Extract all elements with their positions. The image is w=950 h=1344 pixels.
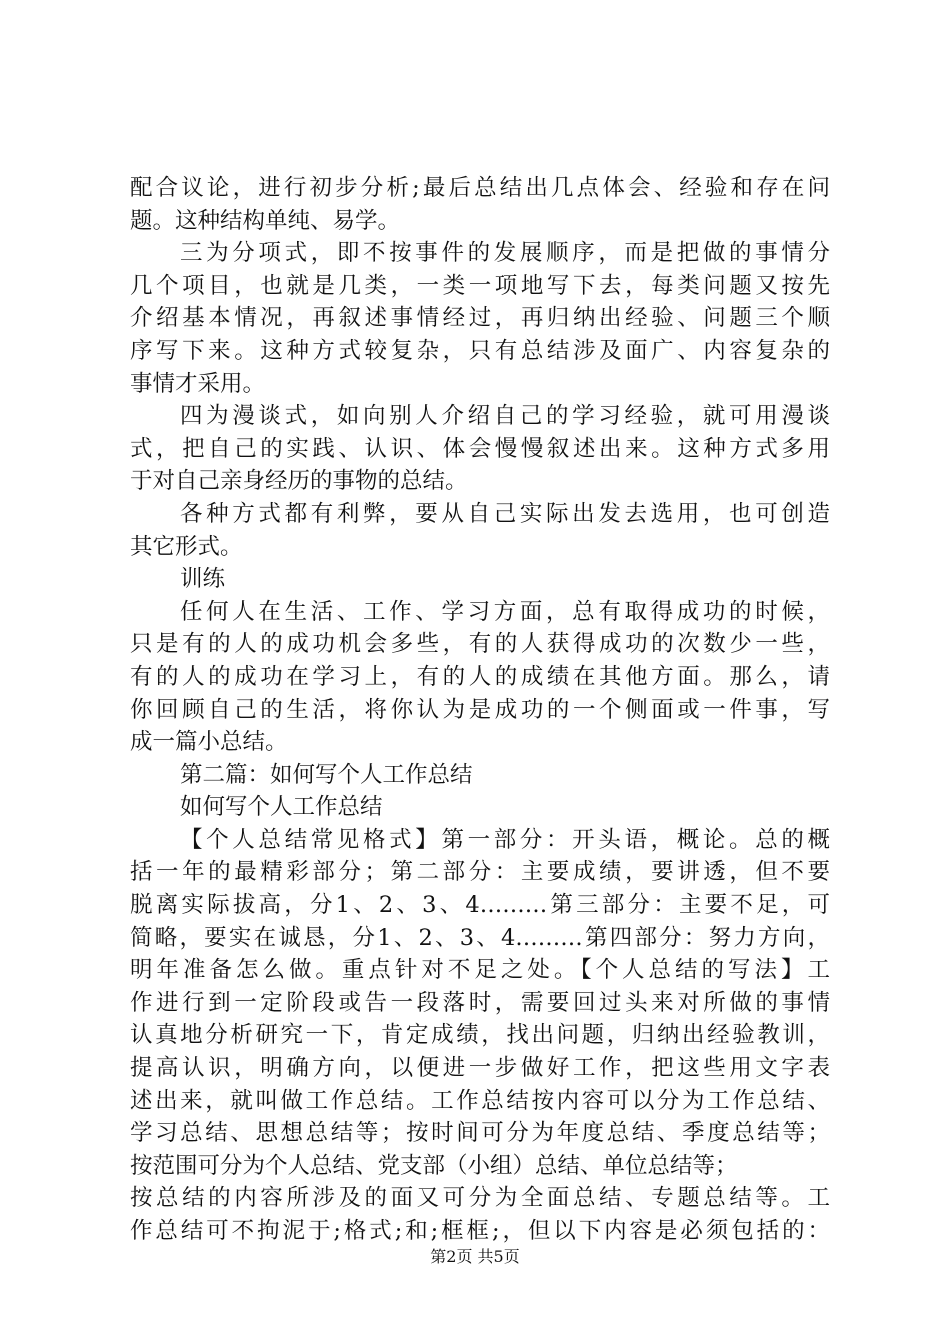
- text-line: 认真地分析研究一下，肯定成绩，找出问题，归纳出经验教训，: [130, 1022, 830, 1049]
- text-line: 简略，要实在诚恳，分1、2、3、4………第四部分：努力方向，: [130, 924, 830, 951]
- text-line: 成一篇小总结。: [130, 729, 288, 756]
- page-footer: [0, 1247, 950, 1267]
- text-line: 明年准备怎么做。重点针对不足之处。【个人总结的写法】工: [130, 957, 830, 984]
- text-line: 有的人的成功在学习上，有的人的成绩在其他方面。那么，请: [130, 663, 830, 690]
- text-line: 作总结可不拘泥于;格式;和;框框;，但以下内容是必须包括的：: [130, 1218, 830, 1244]
- text-line: 训练: [180, 566, 226, 593]
- text-line: 题。这种结构单纯、易学。: [130, 207, 401, 234]
- text-line: 事情才采用。: [130, 370, 266, 397]
- text-line: 第二篇：如何写个人工作总结: [180, 761, 473, 788]
- text-line: 只是有的人的成功机会多些，有的人获得成功的次数少一些，: [130, 631, 830, 658]
- text-line: 各种方式都有利弊，要从自己实际出发去选用，也可创造: [180, 500, 830, 527]
- text-line: 于对自己亲身经历的事物的总结。: [130, 468, 468, 495]
- text-line: 几个项目，也就是几类，一类一项地写下去，每类问题又按先: [130, 272, 830, 299]
- page-number-label: 第2页 共5页: [430, 1247, 520, 1266]
- text-line: 括一年的最精彩部分；第二部分：主要成绩，要讲透，但不要: [130, 859, 830, 886]
- text-line: 其它形式。: [130, 533, 243, 560]
- text-line: 式，把自己的实践、认识、体会慢慢叙述出来。这种方式多用: [130, 435, 830, 462]
- text-line: 提高认识，明确方向，以便进一步做好工作，把这些用文字表: [130, 1055, 830, 1082]
- text-line: 按范围可分为个人总结、党支部（小组）总结、单位总结等；: [130, 1152, 738, 1179]
- text-line: 介绍基本情况，再叙述事情经过，再归纳出经验、问题三个顺: [130, 305, 830, 332]
- text-line: 你回顾自己的生活，将你认为是成功的一个侧面或一件事，写: [130, 696, 830, 723]
- text-line: 【个人总结常见格式】第一部分：开头语，概论。总的概: [180, 826, 830, 853]
- text-line: 按总结的内容所涉及的面又可分为全面总结、专题总结等。工: [130, 1185, 830, 1212]
- text-line: 三为分项式，即不按事件的发展顺序，而是把做的事情分: [180, 240, 830, 267]
- text-line: 述出来，就叫做工作总结。工作总结按内容可以分为工作总结、: [130, 1087, 830, 1114]
- text-line: 脱离实际拔高，分1、2、3、4………第三部分：主要不足，可: [130, 892, 830, 919]
- text-line: 学习总结、思想总结等；按时间可分为年度总结、季度总结等；: [130, 1120, 830, 1147]
- text-line: 配合议论，进行初步分析;最后总结出几点体会、经验和存在问: [130, 175, 830, 201]
- text-line: 如何写个人工作总结: [180, 794, 383, 821]
- text-line: 四为漫谈式，如向别人介绍自己的学习经验，就可用漫谈: [180, 403, 830, 430]
- text-line: 序写下来。这种方式较复杂，只有总结涉及面广、内容复杂的: [130, 337, 830, 364]
- text-line: 任何人在生活、工作、学习方面，总有取得成功的时候，: [180, 598, 830, 625]
- document-body: [130, 172, 830, 1248]
- text-line: 作进行到一定阶段或告一段落时，需要回过头来对所做的事情: [130, 989, 830, 1016]
